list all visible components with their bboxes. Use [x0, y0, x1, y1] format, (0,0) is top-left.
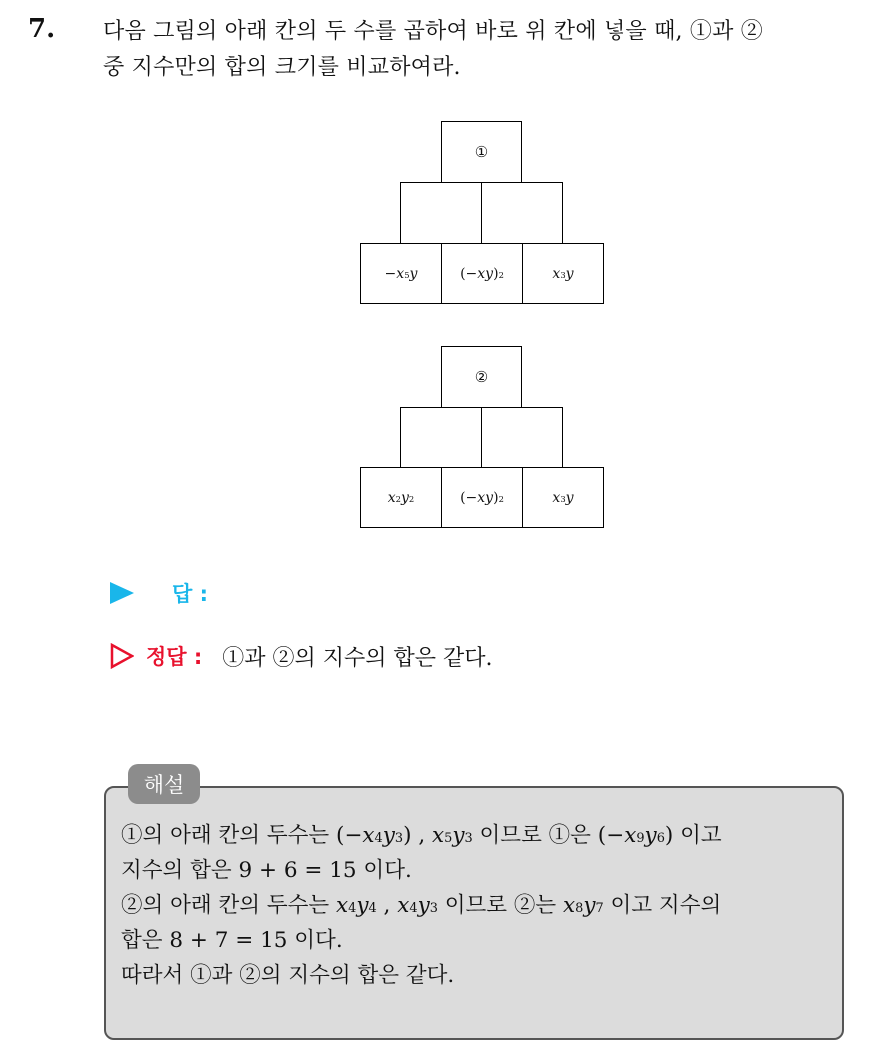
solution-body — [121, 818, 831, 993]
question-text — [103, 14, 863, 86]
answer-row — [110, 578, 208, 608]
pyramid-1 — [360, 121, 604, 304]
pyramid-2-bottom-left-cell — [360, 467, 442, 528]
pyramid-1-middle-right-cell — [481, 182, 563, 244]
solution-line-2: 지수의 합은 9 + 6 = 15 이다. — [121, 858, 412, 883]
pyramid-1-bottom-left-cell — [360, 243, 442, 304]
pyramid-1-bottom-left-expr: $-x^5y$ — [384, 265, 418, 282]
solution-line-5: 따라서 ①과 ②의 지수의 합은 같다. — [121, 963, 455, 988]
question-line-1: 다음 그림의 아래 칸의 두 수를 곱하여 바로 위 칸에 넣을 때, ①과 ② — [103, 19, 763, 44]
pyramid-1-middle-left-cell — [400, 182, 482, 244]
solution-line-1: ①의 아래 칸의 두수는 $(-x^4y^3)$ , $x^5y^3$ 이므로 ①은 $(-x^9y^6)$ 이고 — [121, 823, 722, 848]
pyramid-1-bottom-middle-expr: $(-xy)^2$ — [460, 265, 504, 282]
pyramid-1-bottom-right-cell — [522, 243, 604, 304]
pyramid-2 — [360, 346, 604, 528]
right-triangle-solid-icon — [110, 582, 134, 604]
pyramid-1-label: ① — [474, 143, 489, 161]
answer-label: 답 : — [172, 582, 208, 606]
pyramid-2-top-cell — [441, 346, 522, 408]
pyramid-1-bottom-right-expr: $x^3y$ — [552, 265, 574, 282]
question-line-2: 중 지수만의 합의 크기를 비교하여라. — [103, 55, 461, 80]
pyramid-2-bottom-right-expr: $x^3y$ — [552, 489, 574, 506]
solution-tab: 해설 — [128, 764, 200, 804]
pyramid-1-bottom-middle-cell — [441, 243, 523, 304]
solution-line-4: 합은 8 + 7 = 15 이다. — [121, 928, 343, 953]
pyramid-2-bottom-left-expr: $x^2y^2$ — [387, 489, 415, 506]
correct-answer-label: 정답 : — [146, 645, 203, 669]
pyramid-2-middle-left-cell — [400, 407, 482, 468]
pyramid-2-bottom-middle-cell — [441, 467, 523, 528]
right-triangle-outline-icon — [110, 643, 134, 669]
pyramid-2-label: ② — [474, 368, 489, 386]
pyramid-2-bottom-middle-expr: $(-xy)^2$ — [460, 489, 504, 506]
correct-answer-text: ①과 ②의 지수의 합은 같다. — [222, 645, 493, 671]
pyramid-1-top-cell — [441, 121, 522, 183]
question-number: 7. — [28, 14, 56, 44]
pyramid-2-bottom-right-cell — [522, 467, 604, 528]
pyramid-2-middle-right-cell — [481, 407, 563, 468]
solution-line-3: ②의 아래 칸의 두수는 $x^4y^4$ , $x^4y^3$ 이므로 ②는 $x^8y^7$ 이고 지수의 — [121, 893, 722, 918]
correct-answer-row — [110, 638, 493, 674]
